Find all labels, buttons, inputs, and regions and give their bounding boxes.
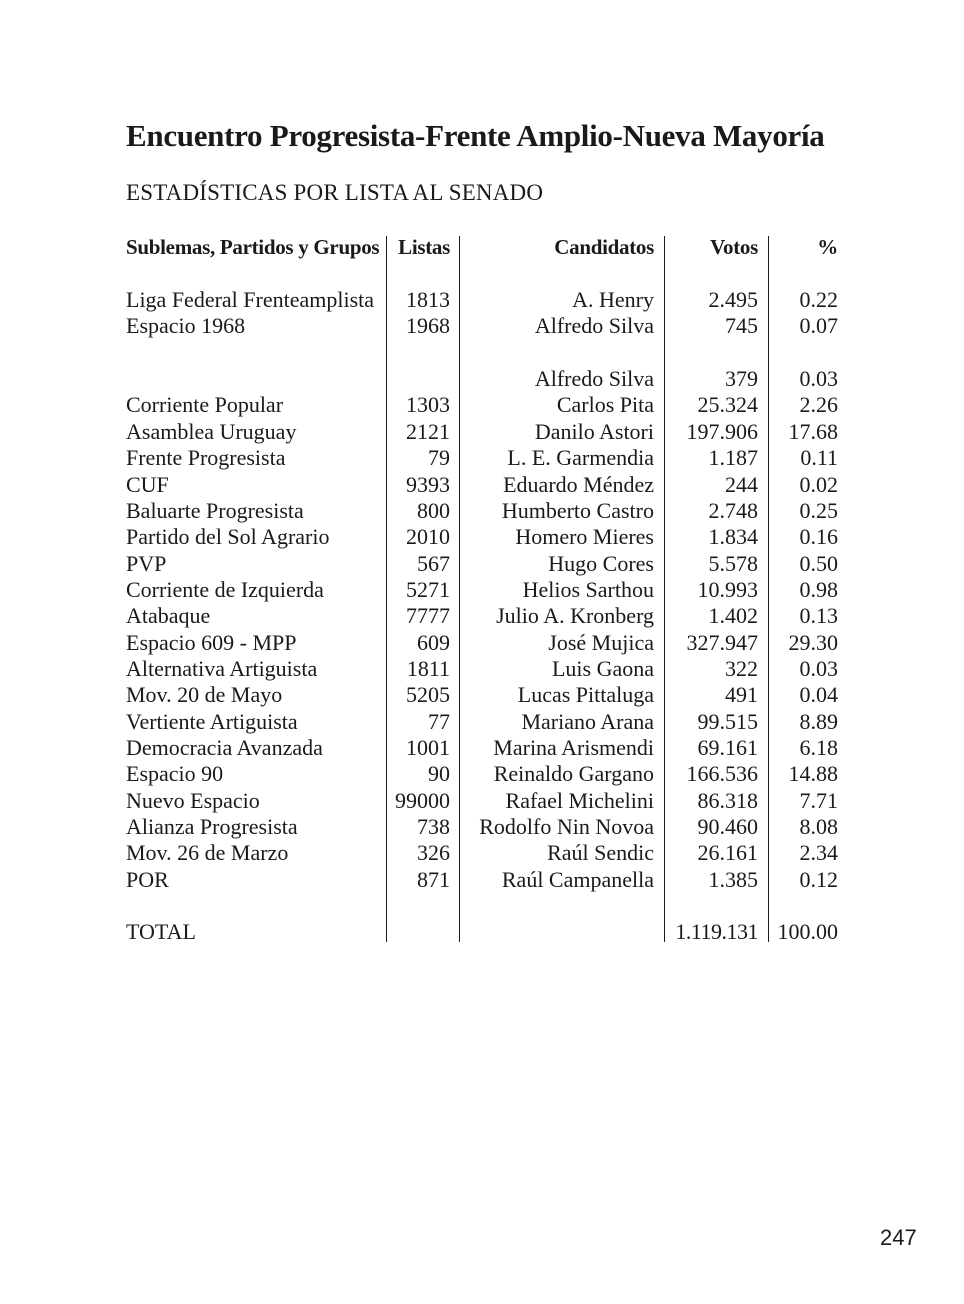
row-sublema: Partido del Sol Agrario [126,524,330,550]
row-votos: 322 [725,655,758,681]
row-votos: 10.993 [697,576,758,602]
row-votos: 1.187 [708,445,758,471]
row-sublema: Alternativa Artiguista [126,655,318,681]
row-lista: 1303 [406,392,450,418]
page-subtitle: ESTADÍSTICAS POR LISTA AL SENADO [126,180,544,205]
row-sublema: CUF [126,471,169,497]
row-lista: 90 [428,761,450,787]
row-candidato: Eduardo Méndez [503,471,654,497]
row-pct: 8.89 [799,708,838,734]
row-pct: 0.25 [799,497,838,523]
page-title: Encuentro Progresista-Frente Amplio-Nueva Mayoría [126,118,825,153]
row-lista: 5205 [406,682,450,708]
total-label: TOTAL [126,919,196,944]
row-lista: 738 [417,814,450,839]
row-votos: 491 [725,682,758,708]
row-lista: 5271 [406,576,450,602]
row-lista: 1811 [406,655,450,681]
row-sublema: Frente Progresista [126,445,286,471]
row-lista: 326 [417,840,450,866]
row-votos: 86.318 [697,787,758,813]
page-number: 247 [880,1225,917,1250]
row-lista: 1001 [406,735,450,760]
header-sublemas: Sublemas, Partidos y Grupos [126,235,380,259]
row-sublema: Espacio 609 - MPP [126,629,297,655]
header-votos: Votos [710,235,758,259]
row-candidato: Helios Sarthou [522,576,654,602]
row-votos: 166.536 [686,761,758,787]
row-votos: 26.161 [697,840,758,866]
row-candidato: Raúl Sendic [547,840,654,866]
header-candidatos: Candidatos [554,235,654,259]
row-sublema: PVP [126,550,167,576]
header-pct: % [817,235,838,259]
row-lista: 77 [428,708,450,734]
row-pct: 0.03 [799,655,838,681]
row-pct: 29.30 [788,629,838,655]
row-votos: 90.460 [697,814,758,839]
row-votos: 327.947 [686,629,758,655]
row-candidato: Marina Arismendi [493,735,654,760]
row-votos: 5.578 [708,550,758,576]
row-pct: 0.98 [799,576,838,602]
row-pct: 2.34 [799,840,838,866]
row-candidato: Hugo Cores [548,550,654,576]
row-sublema: Baluarte Progresista [126,497,304,523]
row-sublema: Vertiente Artiguista [126,708,298,734]
row-lista: 609 [417,629,450,655]
row-lista: 9393 [406,471,450,497]
row-candidato: A. Henry [572,287,654,312]
total-votos: 1.119.131 [675,919,758,944]
row-pct: 7.71 [799,787,838,813]
row-pct: 0.13 [799,603,838,629]
row-candidato: Rodolfo Nin Novoa [479,814,654,839]
row-lista: 871 [417,866,450,892]
row-lista: 79 [428,445,450,471]
row-pct: 0.50 [799,550,838,576]
row-pct: 0.04 [799,682,838,708]
row-lista: 2121 [406,418,450,444]
row-candidato: Mariano Arana [521,708,654,734]
row-lista: 567 [417,550,450,576]
row-candidato: Reinaldo Gargano [493,761,654,787]
row-pct: 0.11 [800,445,838,471]
row-candidato: Rafael Michelini [505,787,654,813]
header-listas: Listas [398,235,450,259]
row-votos: 244 [725,471,758,497]
row-votos: 197.906 [686,418,758,444]
row-lista: 2010 [406,524,450,550]
row-candidato: José Mujica [548,629,654,655]
row-sublema: Mov. 26 de Marzo [126,840,289,866]
row-pct: 6.18 [799,735,838,760]
row-votos: 1.402 [708,603,758,629]
row-pct: 2.26 [799,392,838,418]
row-pct: 0.07 [799,313,838,339]
row-candidato: Julio A. Kronberg [496,603,654,629]
row-sublema: Democracia Avanzada [126,735,323,760]
row-votos: 69.161 [697,735,758,760]
row-sublema: Mov. 20 de Mayo [126,682,283,708]
row-lista: 1968 [406,313,450,339]
row-candidato: Danilo Astori [534,418,654,444]
row-pct: 0.03 [799,366,838,392]
row-lista: 7777 [406,603,450,629]
row-sublema: Atabaque [126,603,211,629]
row-pct: 0.12 [799,866,838,892]
row-pct: 0.22 [799,287,838,312]
row-votos: 745 [725,313,758,339]
column-divider [664,236,665,942]
row-votos: 99.515 [697,708,758,734]
column-divider [768,236,769,942]
row-pct: 0.16 [799,524,838,550]
row-votos: 1.834 [708,524,758,550]
row-votos: 2.748 [708,497,758,523]
row-sublema: Espacio 1968 [126,313,246,339]
row-votos: 379 [725,366,758,392]
row-candidato: Alfredo Silva [534,366,654,392]
row-sublema: Espacio 90 [126,761,224,787]
column-divider [386,236,387,942]
row-sublema: Liga Federal Frenteamplista [126,287,375,312]
row-sublema: Asamblea Uruguay [126,418,297,444]
row-sublema: Corriente Popular [126,392,284,418]
row-candidato: Luis Gaona [551,655,654,681]
row-candidato: Homero Mieres [515,524,654,550]
row-lista: 99000 [395,787,450,813]
row-sublema: Alianza Progresista [126,814,298,839]
row-sublema: Corriente de Izquierda [126,576,324,602]
row-candidato: Humberto Castro [501,497,654,523]
row-lista: 1813 [406,287,450,312]
row-sublema: Nuevo Espacio [126,787,260,813]
row-candidato: L. E. Garmendia [507,445,654,471]
row-sublema: POR [126,866,169,892]
row-pct: 0.02 [799,471,838,497]
row-pct: 8.08 [799,814,838,839]
column-divider [459,236,460,942]
row-pct: 17.68 [788,418,838,444]
row-votos: 2.495 [708,287,758,312]
row-lista: 800 [417,497,450,523]
row-candidato: Raúl Campanella [501,866,654,892]
row-candidato: Carlos Pita [556,392,654,418]
row-votos: 25.324 [697,392,758,418]
row-candidato: Lucas Pittaluga [517,682,654,708]
total-pct: 100.00 [777,919,838,944]
row-pct: 14.88 [788,761,838,787]
row-votos: 1.385 [708,866,758,892]
row-candidato: Alfredo Silva [534,313,654,339]
